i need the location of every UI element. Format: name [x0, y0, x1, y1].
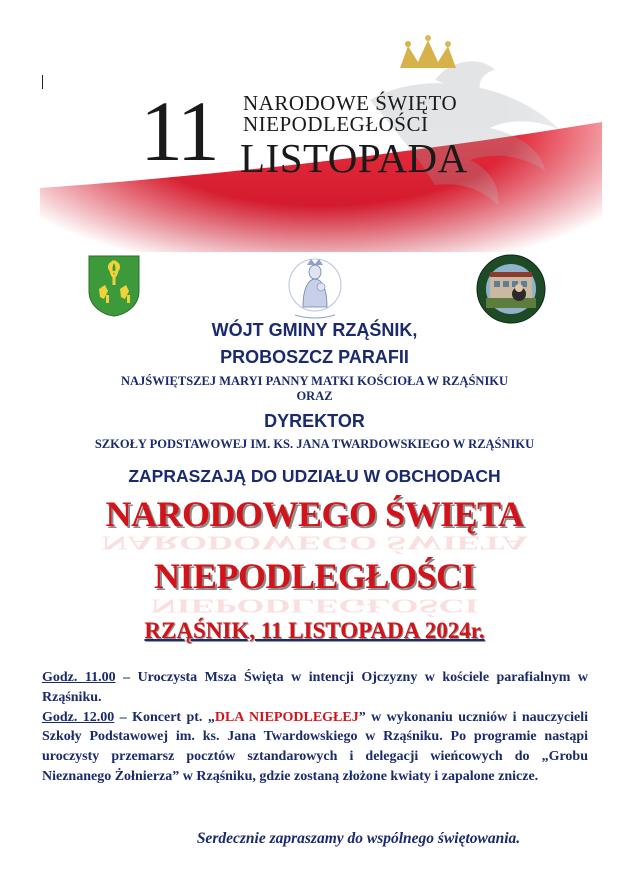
- program-item-2-text: ” w wykonaniu uczniów i nauczycieli Szkoły Podstawowej im. ks. Jana Twardowskiego w Rząśniku. Po programie nastąpi uroczysty przemarsz pocztów sztandarowych i delegacji wieńcowych do „Grobu Nieznanego Żołnierza” w Rząśniku, gdzie zostaną złożone kwiaty i zapalone znicze.: [42, 709, 588, 784]
- concert-title: DLA NIEPODLEGŁEJ: [214, 709, 359, 725]
- program-item-1-text: – Uroczysta Msza Święta w intencji Ojczyzny w kościele parafialnym w Rząśniku.: [42, 670, 589, 705]
- invitation-host-wojt: WÓJT GMINY RZĄŚNIK,: [211, 320, 418, 340]
- invitation-host-dyrektor: DYREKTOR: [264, 411, 365, 431]
- title-reflection-2: NIEPODLEGŁOŚCI: [150, 595, 479, 617]
- invitation-text: ZAPRASZAJĄ DO UDZIAŁU W OBCHODACH: [128, 466, 501, 486]
- banner-line-1: NARODOWE ŚWIĘTO: [243, 91, 458, 115]
- event-title-line-2: NIEPODLEGŁOŚCI: [153, 556, 476, 596]
- school-name: SZKOŁY PODSTAWOWEJ IM. KS. JANA TWARDOWSKIEGO W RZĄŚNIKU: [94, 437, 535, 451]
- banner-number: 11: [140, 83, 217, 179]
- conjunction-oraz: ORAZ: [296, 389, 333, 403]
- event-title-line-1: NARODOWEGO ŚWIĘTA: [105, 494, 524, 534]
- parish-madonna-icon: [285, 255, 345, 321]
- invitation-host-proboszcz: PROBOSZCZ PARAFII: [220, 347, 409, 367]
- gmina-coat-of-arms-icon: [88, 255, 140, 317]
- event-date: RZĄŚNIK, 11 LISTOPADA 2024r.: [144, 618, 485, 643]
- banner-line-2: NIEPODLEGŁOŚCI: [243, 112, 429, 136]
- parish-name: NAJŚWIĘTSZEJ MARYI PANNY MATKI KOŚCIOŁA W RZĄŚNIKU: [120, 374, 509, 388]
- closing-invitation: Serdecznie zapraszamy do wspólnego świętowania.: [196, 830, 521, 847]
- program-item-1-time: Godz. 11.00: [42, 670, 116, 685]
- program-item-2-time: Godz. 12.00: [42, 709, 115, 725]
- program-item-2: [42, 708, 588, 787]
- holiday-banner: [40, 10, 602, 252]
- event-program: [42, 668, 588, 787]
- title-reflection-1: NARODOWEGO ŚWIĘTA: [101, 532, 528, 554]
- school-seal-icon: [476, 254, 546, 324]
- program-item-2-pre: – Koncert pt. „: [114, 709, 215, 725]
- text-cursor: [42, 75, 43, 89]
- program-item-1: [42, 668, 588, 708]
- banner-line-3: LISTOPADA: [240, 135, 468, 181]
